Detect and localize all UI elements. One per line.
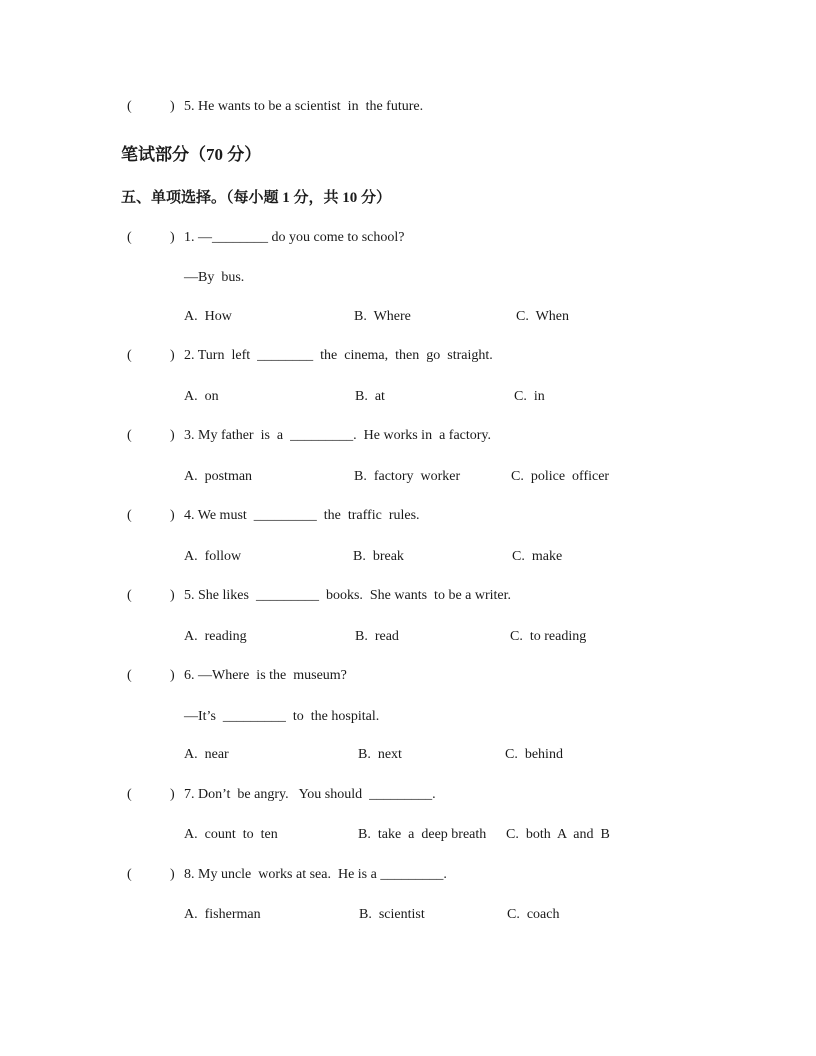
question-text: 8. My uncle works at sea. He is a _________. [184, 867, 447, 882]
question-text: 5. He wants to be a scientist in the future. [184, 99, 424, 114]
section-title: 笔试部分（70 分） [121, 145, 262, 164]
option-b: B. break [353, 549, 404, 564]
question-reply: —By bus. [184, 270, 245, 285]
answer-paren-close: ) [170, 588, 175, 603]
answer-paren-open: ( [127, 588, 132, 603]
answer-paren-open: ( [127, 867, 132, 882]
answer-paren-close: ) [170, 867, 175, 882]
option-c: C. make [512, 549, 563, 564]
option-b: B. next [358, 747, 402, 762]
answer-paren-close: ) [170, 668, 175, 683]
question-text: 6. —Where is the museum? [184, 668, 347, 683]
option-a: A. postman [184, 469, 253, 484]
question-text: 3. My father is a _________. He works in a factory. [184, 428, 492, 443]
answer-paren-close: ) [170, 508, 175, 523]
question-text: 2. Turn left ________ the cinema, then go straight. [184, 348, 493, 363]
option-c: C. behind [505, 747, 563, 762]
question-text: 5. She likes _________ books. She wants to be a writer. [184, 588, 512, 603]
answer-paren-open: ( [127, 428, 132, 443]
answer-paren-open: ( [127, 787, 132, 802]
option-a: A. follow [184, 549, 242, 564]
answer-paren-close: ) [170, 428, 175, 443]
option-c: C. in [514, 389, 545, 404]
option-a: A. count to ten [184, 827, 278, 842]
question-text: 7. Don’t be angry. You should _________. [184, 787, 436, 802]
answer-paren-open: ( [127, 668, 132, 683]
question-reply: —It’s _________ to the hospital. [184, 709, 380, 724]
option-a: A. fisherman [184, 907, 261, 922]
answer-paren-open: ( [127, 99, 132, 114]
option-c: C. When [516, 309, 570, 324]
option-a: A. reading [184, 629, 247, 644]
answer-paren-open: ( [127, 230, 132, 245]
option-b: B. scientist [359, 907, 425, 922]
option-c: C. both A and B [506, 827, 610, 842]
option-a: A. How [184, 309, 232, 324]
option-b: B. Where [354, 309, 411, 324]
answer-paren-open: ( [127, 508, 132, 523]
question-text: 4. We must _________ the traffic rules. [184, 508, 420, 523]
option-a: A. on [184, 389, 219, 404]
answer-paren-close: ) [170, 99, 175, 114]
option-b: B. read [355, 629, 399, 644]
answer-paren-close: ) [170, 348, 175, 363]
answer-paren-close: ) [170, 230, 175, 245]
answer-paren-open: ( [127, 348, 132, 363]
option-b: B. take a deep breath [358, 827, 487, 842]
option-c: C. coach [507, 907, 560, 922]
option-b: B. factory worker [354, 469, 461, 484]
option-c: C. police officer [511, 469, 610, 484]
option-b: B. at [355, 389, 385, 404]
part-title: 五、单项选择。（每小题 1 分，共 10 分） [121, 190, 392, 206]
question-text: 1. —________ do you come to school? [184, 230, 405, 245]
answer-paren-close: ) [170, 787, 175, 802]
option-c: C. to reading [510, 629, 587, 644]
option-a: A. near [184, 747, 229, 762]
